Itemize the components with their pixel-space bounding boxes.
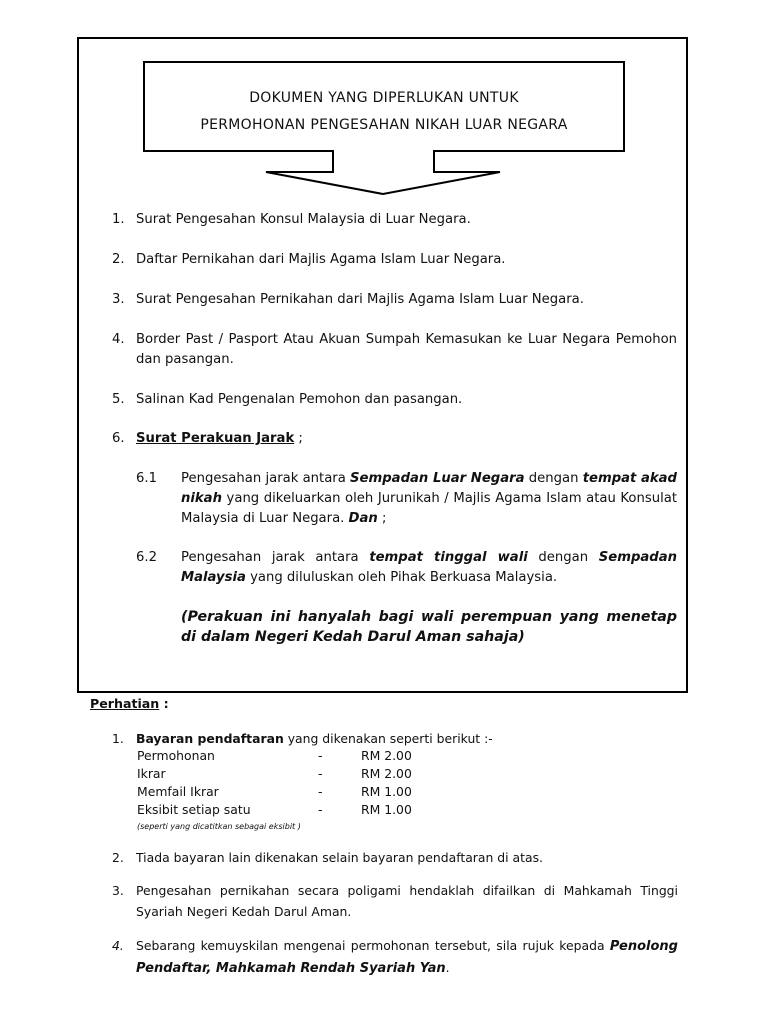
fee-name: Ikrar — [137, 766, 166, 781]
item-text: Surat Pengesahan Konsul Malaysia di Luar Negara. — [136, 212, 471, 227]
fee-name: Eksibit setiap satu — [137, 802, 251, 817]
sub-item-number: 6.2 — [136, 550, 157, 565]
header-title-line2: PERMOHONAN PENGESAHAN NIKAH LUAR NEGARA — [200, 117, 568, 133]
fee-amount: RM 2.00 — [361, 748, 412, 763]
fee-amount: RM 1.00 — [361, 802, 412, 817]
header-title-line1: DOKUMEN YANG DIPERLUKAN UNTUK — [249, 90, 519, 106]
item-text: Salinan Kad Pengenalan Pemohon dan pasangan. — [136, 392, 463, 407]
item-number: 5. — [112, 392, 125, 407]
item-text: Surat Pengesahan Pernikahan dari Majlis Agama Islam Luar Negara. — [136, 292, 584, 307]
attention-label: Perhatian — [90, 696, 160, 711]
text-run: dengan — [524, 471, 583, 486]
fees-lead-text: yang dikenakan seperti berikut :- — [283, 731, 493, 746]
text-run: yang diluluskan oleh Pihak Berkuasa Malaysia. — [245, 570, 558, 585]
fee-name: Permohonan — [137, 748, 215, 763]
item-number: 2. — [112, 252, 125, 267]
text-run: dengan — [527, 550, 599, 565]
item-text — [136, 429, 677, 449]
emphasis: tempat akad nikah — [181, 471, 677, 506]
note-text — [136, 935, 678, 979]
emphasis: Sempadan Malaysia — [181, 550, 678, 585]
fee-dash: - — [318, 748, 323, 763]
text-run: Pengesahan jarak antara — [181, 550, 370, 565]
sub-item-number: 6.1 — [136, 471, 157, 486]
item-number: 6. — [112, 431, 125, 446]
fee-amount: RM 2.00 — [361, 766, 412, 781]
text-run: . — [445, 960, 450, 975]
fees-lead — [136, 730, 676, 748]
text-run: ; — [377, 511, 387, 526]
fee-dash: - — [318, 766, 323, 781]
text-run: Sebarang kemuyskilan mengenai permohonan tersebut, sila rujuk kepada — [136, 938, 610, 953]
emphasis: Sempadan Luar Negara — [350, 471, 525, 486]
item-number: 1. — [112, 212, 125, 227]
emphasis: Penolong Pendaftar, Mahkamah Rendah Syariah Yan — [136, 939, 678, 976]
emphasis: Dan — [348, 511, 378, 526]
note-text: Tiada bayaran lain dikenakan selain bayaran pendaftaran di atas. — [136, 850, 543, 865]
item-suffix: ; — [294, 431, 303, 446]
item-text: Daftar Pernikahan dari Majlis Agama Islam Luar Negara. — [136, 252, 506, 267]
note-number: 3. — [112, 883, 124, 898]
fee-footnote: (seperti yang dicatitkan sebagai eksibit ) — [137, 822, 301, 831]
item-number: 4. — [112, 332, 125, 347]
fee-dash: - — [318, 802, 323, 817]
item-heading: Surat Perakuan Jarak — [136, 431, 295, 446]
note-number: 1. — [112, 731, 124, 746]
sub-item-text — [181, 469, 677, 529]
fee-dash: - — [318, 784, 323, 799]
fee-name: Memfail Ikrar — [137, 784, 219, 799]
sub-item-text — [181, 548, 677, 588]
item-text: Border Past / Pasport Atau Akuan Sumpah Kemasukan ke Luar Negara Pemohon dan pasangan. — [136, 332, 677, 367]
text-run: Pengesahan jarak antara — [181, 471, 351, 486]
attention-colon: : — [159, 696, 169, 711]
attention-heading — [90, 694, 169, 714]
emphasis: tempat tinggal wali — [369, 550, 528, 565]
item-number: 3. — [112, 292, 125, 307]
note-number: 2. — [112, 850, 124, 865]
note-text: Pengesahan pernikahan secara poligami hendaklah difailkan di Mahkamah Tinggi Syariah Negeri Kedah Darul Aman. — [136, 883, 678, 919]
note-paragraph: (Perakuan ini hanyalah bagi wali perempuan yang menetap di dalam Negeri Kedah Darul Aman sahaja) — [181, 609, 677, 645]
note-number: 4. — [112, 938, 124, 953]
fee-amount: RM 1.00 — [361, 784, 412, 799]
text-run: yang dikeluarkan oleh Jurunikah / Majlis Agama Islam atau Konsulat Malaysia di Luar Negara. — [181, 491, 677, 526]
fees-lead-bold: Bayaran pendaftaran — [136, 731, 284, 746]
